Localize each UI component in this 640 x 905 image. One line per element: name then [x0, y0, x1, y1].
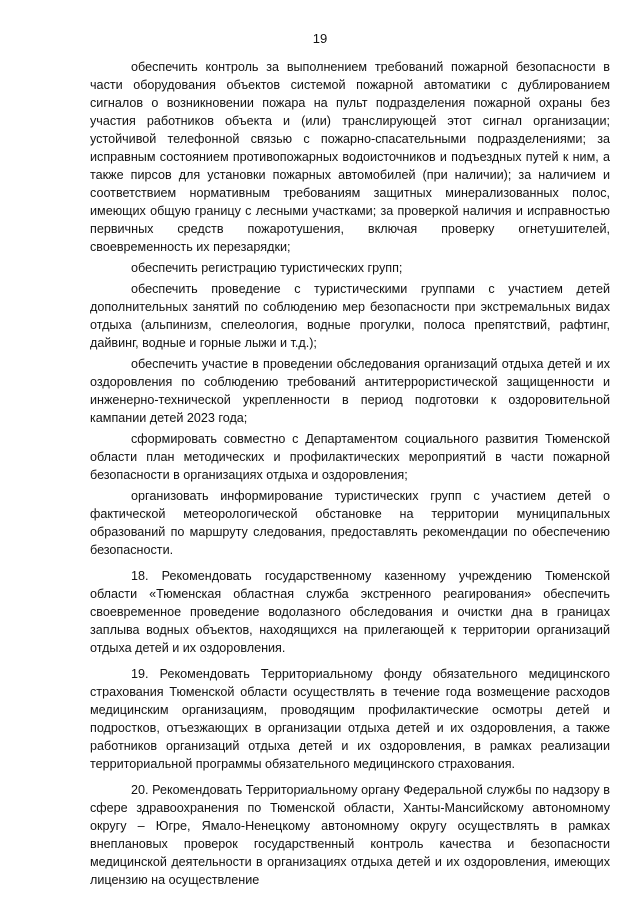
- paragraph-fire-safety-control: обеспечить контроль за выполнением требований пожарной безопасности в части оборудования объектов системой пожарной автоматики с дублированием сигналов о возникновении пожара на пульт подразделения пожарной охраны без участия работников объекта и (или) транслирующей этот сигнал организации; устойчивой телефонной связью с пожарно-спасательными подразделениями; за исправным состоянием противопожарных водоисточников и подъездных путей к ним, а также пирсов для установки пожарных автомобилей (при наличии); за наличием и соответствием нормативным требованиям защитных минерализованных полос, имеющих общую границу с лесными участками; за проверкой наличия и исправностью первичных средств пожаротушения, включая проверку огнетушителей, своевременность их перезарядки;: [90, 60, 610, 254]
- paragraph-antiterror-inspection: обеспечить участие в проведении обследования организаций отдыха детей и их оздоровления по соблюдению требований антитеррористической защищенности и инженерно-технической укрепленности в период подготовки к оздоровительной кампании детей 2023 года;: [90, 357, 610, 425]
- body-text: [90, 58, 610, 892]
- paragraph-extreme-recreation-safety: обеспечить проведение с туристическими группами с участием детей дополнительных занятий по соблюдению мер безопасности при экстремальных видах отдыха (альпинизм, спелеология, водные прогулки, полоса препятствий, рафтинг, дайвинг, водные и горные лыжи и т.д.);: [90, 282, 610, 350]
- paragraph-weather-informing: организовать информирование туристических групп с участием детей о фактической метеорологической обстановке на территории муниципальных образований по маршруту следования, предоставлять рекомендации по обеспечению безопасности.: [90, 489, 610, 557]
- paragraph-tourist-group-registration: обеспечить регистрацию туристических групп;: [131, 261, 403, 275]
- paragraph-item-20: 20. Рекомендовать Территориальному органу Федеральной службы по надзору в сфере здравоохранения по Тюменской области, Ханты-Мансийскому автономному округу – Югре, Ямало-Ненецкому автономному округу осуществлять в рамках внеплановых проверок государственный контроль качества и безопасности медицинской деятельности в организациях отдыха детей и их оздоровления, имеющих лицензию на осуществление: [90, 783, 610, 887]
- page-number: 19: [312, 31, 328, 46]
- paragraph-item-18: 18. Рекомендовать государственному казенному учреждению Тюменской области «Тюменская областная служба экстренного реагирования» обеспечить своевременное проведение водолазного обследования и очистки дна в границах заплыва водных объектов, находящихся на прилегающей к территории организаций отдыха детей и их оздоровления.: [90, 569, 610, 655]
- paragraph-fire-safety-plan: сформировать совместно с Департаментом социального развития Тюменской области план методических и профилактических мероприятий в части пожарной безопасности в организациях отдыха и оздоровления;: [90, 432, 610, 482]
- paragraph-item-19: 19. Рекомендовать Территориальному фонду обязательного медицинского страхования Тюменской области осуществлять в течение года возмещение расходов медицинским организациям, проводящим профилактические осмотры детей и подростков, отъезжающих в организации отдыха детей и их оздоровления, а также работников организаций отдыха детей и их оздоровления, в рамках реализации территориальной программы обязательного медицинского страхования.: [90, 667, 610, 771]
